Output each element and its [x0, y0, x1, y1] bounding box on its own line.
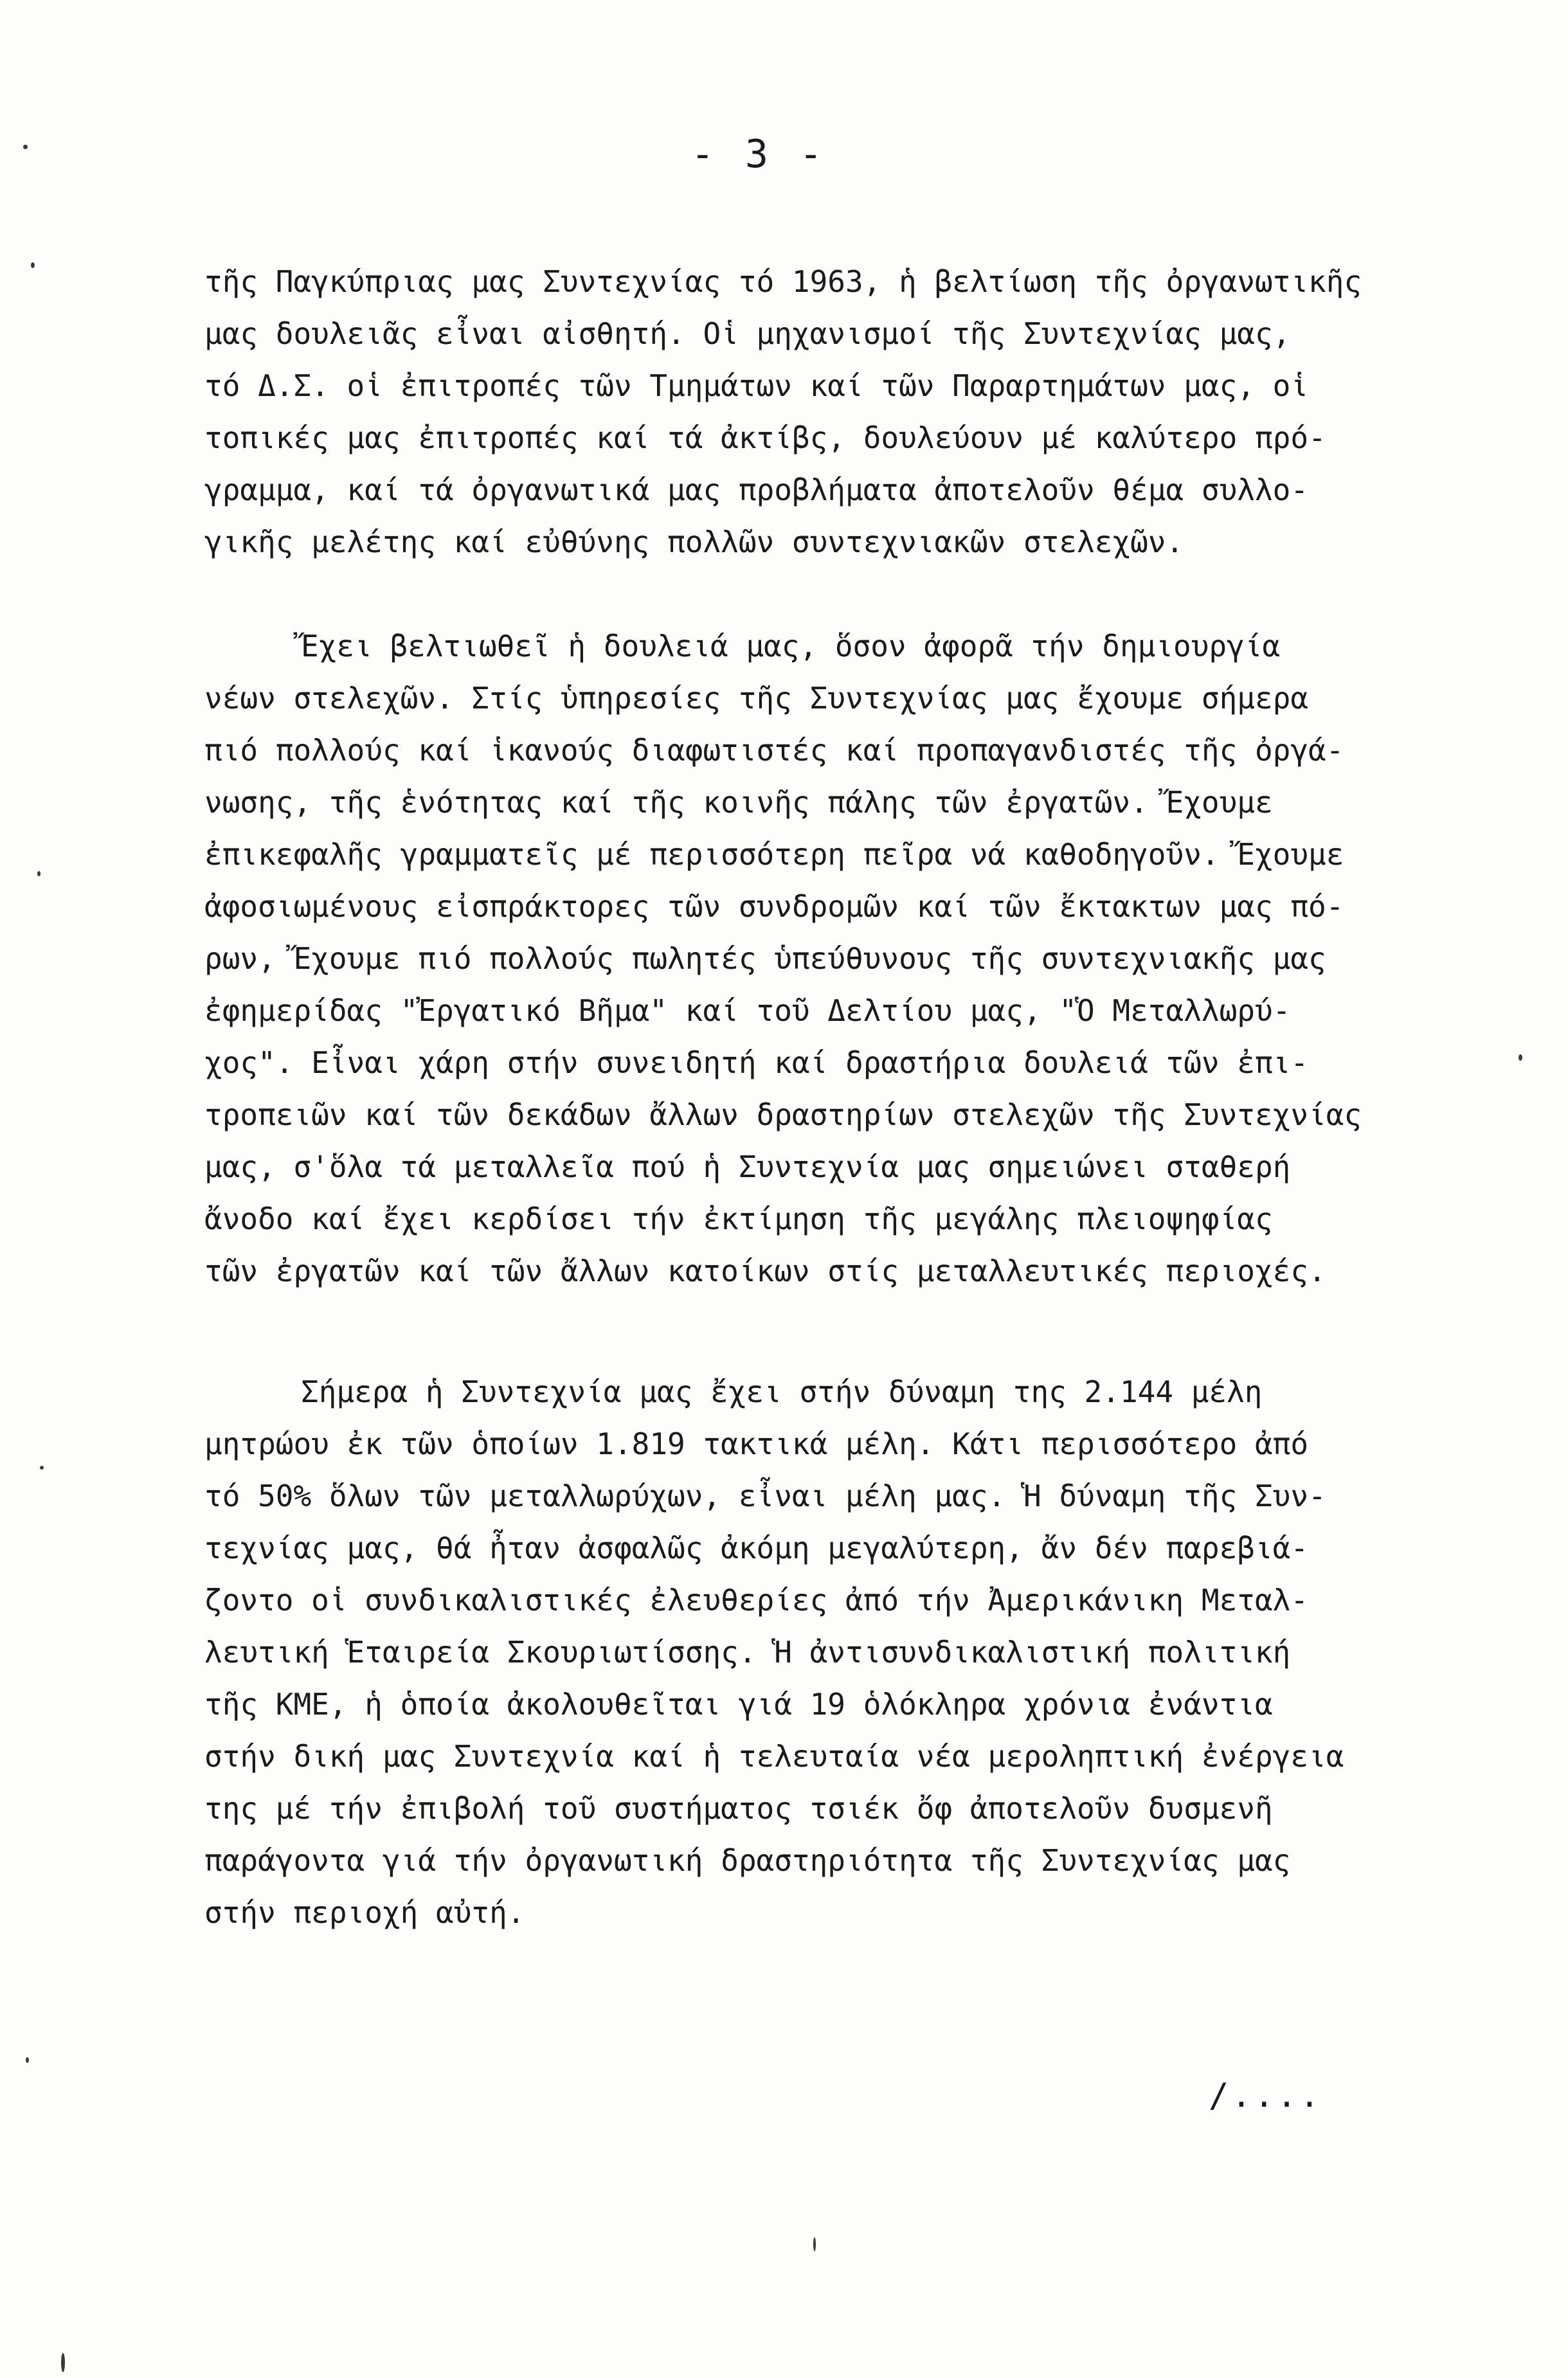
text-line: στήν δική μας Συντεχνία καί ἡ τελευταία νέα μεροληπτική ἐνέργεια	[204, 1739, 1344, 1774]
scan-speck	[37, 871, 41, 876]
text-line: γικῆς μελέτης καί εὐθύνης πολλῶν συντεχνιακῶν στελεχῶν.	[204, 525, 1184, 559]
text-line: Σήμερα ἡ Συντεχνία μας ἔχει στήν δύναμη της 2.144 μέλη	[301, 1374, 1263, 1409]
text-line: ἄνοδο καί ἔχει κερδίσει τήν ἐκτίμηση τῆς μεγάλης πλειοψηφίας	[204, 1202, 1273, 1236]
text-line: νέων στελεχῶν. Στίς ὑπηρεσίες τῆς Συντεχνίας μας ἔχουμε σήμερα	[204, 681, 1309, 716]
scan-speck	[813, 2237, 816, 2251]
text-line: τῆς Παγκύπριας μας Συντεχνίας τό 1963, ἡ βελτίωση τῆς ὀργανωτικῆς	[204, 264, 1362, 299]
text-line: γραμμα, καί τά ὀργανωτικά μας προβλήματα ἀποτελοῦν θέμα συλλο-	[204, 473, 1309, 507]
text-line: τῆς ΚΜΕ, ἡ ὁποία ἀκολουθεῖται γιά 19 ὁλόκληρα χρόνια ἐνάντια	[204, 1687, 1273, 1722]
continuation-mark: /....	[1209, 2076, 1322, 2115]
scan-speck	[61, 2353, 65, 2372]
text-line: πιό πολλούς καί ἱκανούς διαφωτιστές καί προπαγανδιστές τῆς ὀργά-	[204, 733, 1344, 768]
text-line: νωσης, τῆς ἑνότητας καί τῆς κοινῆς πάλης τῶν ἐργατῶν. Ἔχουμε	[204, 785, 1273, 820]
text-line: τοπικές μας ἐπιτροπές καί τά ἀκτίβς, δουλεύουν μέ καλύτερο πρό-	[204, 420, 1326, 455]
paragraph-membership	[204, 1366, 1464, 1939]
text-line: χος". Εἶναι χάρη στήν συνειδητή καί δραστήρια δουλειά τῶν ἐπι-	[204, 1045, 1309, 1080]
text-line: τροπειῶν καί τῶν δεκάδων ἄλλων δραστηρίων στελεχῶν τῆς Συντεχνίας	[204, 1097, 1362, 1132]
text-line: ἀφοσιωμένους εἰσπράκτορες τῶν συνδρομῶν καί τῶν ἔκτακτων μας πό-	[204, 889, 1344, 924]
text-line: τό 50% ὅλων τῶν μεταλλωρύχων, εἶναι μέλη μας. Ἡ δύναμη τῆς Συν-	[204, 1479, 1326, 1513]
paragraph-organizational-work	[204, 256, 1464, 568]
text-line: μας δουλειᾶς εἶναι αἰσθητή. Οἱ μηχανισμοί τῆς Συντεχνίας μας,	[204, 316, 1291, 351]
scan-speck	[23, 145, 28, 149]
text-line: της μέ τήν ἐπιβολή τοῦ συστήματος τσιέκ ὄφ ἀποτελοῦν δυσμενῆ	[204, 1791, 1273, 1826]
text-line: ζοντο οἱ συνδικαλιστικές ἐλευθερίες ἀπό τήν Ἀμερικάνικη Μεταλ-	[204, 1583, 1309, 1617]
scan-speck	[1518, 1054, 1522, 1061]
page-number: - 3 -	[690, 132, 827, 177]
text-line: τῶν ἐργατῶν καί τῶν ἄλλων κατοίκων στίς μεταλλευτικές περιοχές.	[204, 1254, 1326, 1288]
text-line: μητρώου ἐκ τῶν ὁποίων 1.819 τακτικά μέλη. Κάτι περισσότερο ἀπό	[204, 1427, 1309, 1461]
text-line: ἐπικεφαλῆς γραμματεῖς μέ περισσότερη πεῖρα νά καθοδηγοῦν. Ἔχουμε	[204, 837, 1344, 872]
paragraph-cadres	[204, 620, 1464, 1297]
text-line: μας, σ'ὅλα τά μεταλλεῖα πού ἡ Συντεχνία μας σημειώνει σταθερή	[204, 1149, 1291, 1184]
scan-speck	[31, 262, 35, 268]
text-line: τεχνίας μας, θά ἦταν ἀσφαλῶς ἀκόμη μεγαλύτερη, ἄν δέν παρεβιά-	[204, 1531, 1309, 1565]
scan-speck	[40, 1466, 44, 1470]
text-line: παράγοντα γιά τήν ὀργανωτική δραστηριότητα τῆς Συντεχνίας μας	[204, 1843, 1291, 1878]
text-line: ἐφημερίδας "Ἐργατικό Βῆμα" καί τοῦ Δελτίου μας, "Ὁ Μεταλλωρύ-	[204, 993, 1291, 1028]
text-line: λευτική Ἑταιρεία Σκουριωτίσσης. Ἡ ἀντισυνδικαλιστική πολιτική	[204, 1635, 1291, 1670]
text-line: Ἔχει βελτιωθεῖ ἡ δουλειά μας, ὅσον ἀφορᾶ τήν δημιουργία	[301, 629, 1281, 663]
scan-speck	[26, 2057, 29, 2063]
text-line: ρων, Ἔχουμε πιό πολλούς πωλητές ὑπεύθυνους τῆς συντεχνιακῆς μας	[204, 941, 1326, 976]
text-line: στήν περιοχή αὐτή.	[204, 1895, 525, 1930]
text-line: τό Δ.Σ. οἱ ἐπιτροπές τῶν Τμημάτων καί τῶν Παραρτημάτων μας, οἱ	[204, 368, 1309, 403]
